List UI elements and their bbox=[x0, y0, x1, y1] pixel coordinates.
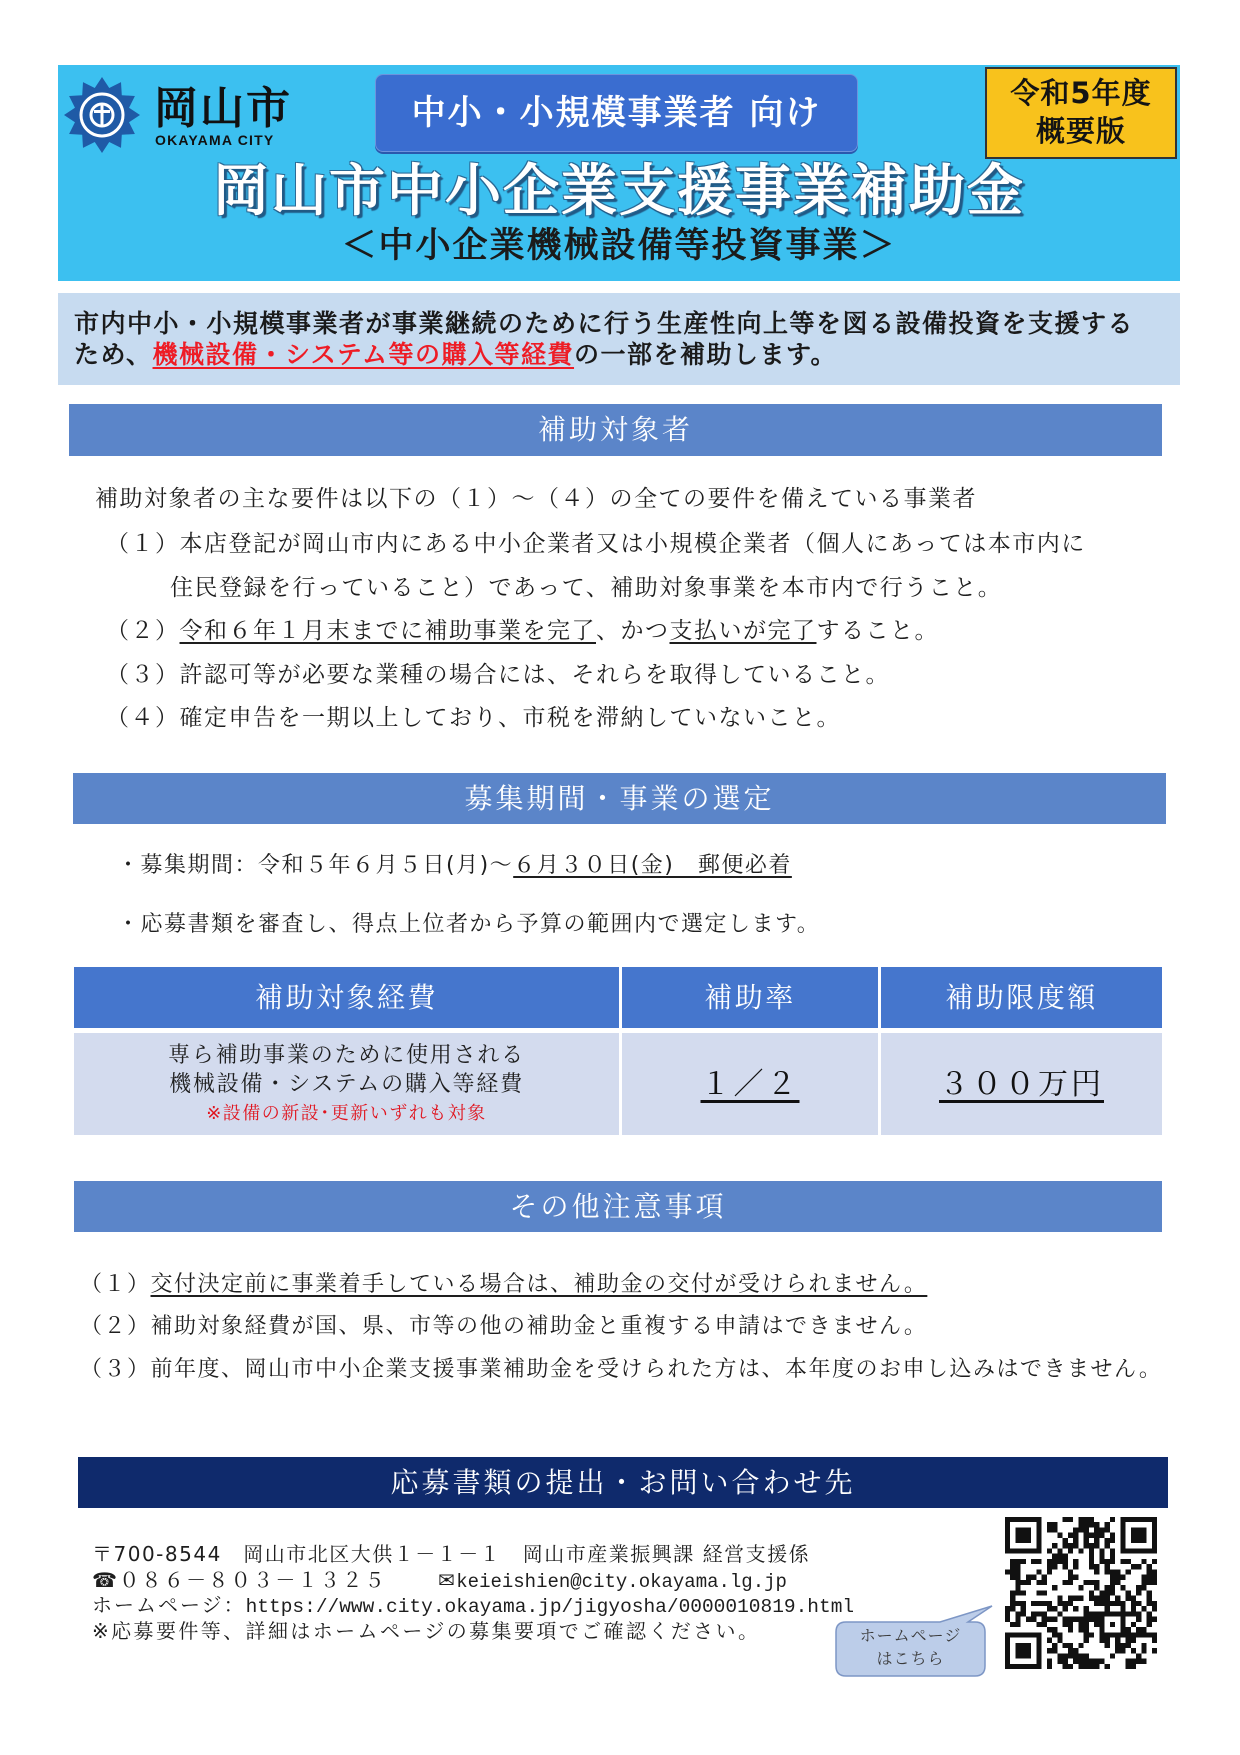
item-underlined-text: 支払いが完了 bbox=[669, 618, 817, 644]
period-start: 令和５年６月５日(月)～ bbox=[258, 853, 514, 878]
edition-year: 令和5年度 bbox=[1010, 76, 1152, 110]
audience-badge: 中小・小規模事業者 向け bbox=[375, 74, 858, 152]
item-text: 本店登記が岡山市内にある中小企業者又は小規模企業者（個人にあっては本市内に bbox=[179, 531, 1086, 557]
eligibility-item bbox=[106, 703, 841, 733]
item-number: （３） bbox=[106, 662, 180, 688]
edition-type: 概要版 bbox=[1035, 114, 1126, 148]
period-label: ・募集期間： bbox=[117, 853, 259, 878]
recruitment-selection: ・応募書類を審査し、得点上位者から予算の範囲内で選定します。 bbox=[117, 912, 821, 937]
contact-phone-line bbox=[92, 1567, 387, 1593]
cost-line: 専ら補助事業のために使用される bbox=[167, 1043, 525, 1068]
subsidy-rate-value: １／２ bbox=[700, 1067, 800, 1102]
item-number: （２） bbox=[106, 618, 180, 644]
intro-line-1: 市内中小・小規模事業者が事業継続のために行う生産性向上等を図る設備投資を支援する bbox=[74, 309, 1135, 338]
page-subtitle: ＜中小企業機械設備等投資事業＞ bbox=[341, 226, 897, 266]
okayama-city-emblem-icon bbox=[63, 76, 141, 154]
item-number: （１） bbox=[106, 531, 180, 557]
edition-badge bbox=[985, 67, 1177, 159]
contact-email-line bbox=[438, 1567, 787, 1595]
intro-highlight: 機械設備・システム等の購入等経費 bbox=[152, 340, 575, 369]
mail-icon bbox=[438, 1568, 456, 1592]
note-item bbox=[80, 1312, 927, 1342]
period-deadline: ６月３０日(金) 郵便必着 bbox=[513, 853, 792, 878]
item-number: （４） bbox=[106, 705, 180, 731]
table-cell-subsidy-rate bbox=[622, 1033, 878, 1135]
intro-text: ため、 bbox=[74, 340, 153, 369]
recruitment-period bbox=[117, 851, 792, 881]
qr-callout-line: はこちら bbox=[876, 1649, 945, 1668]
note-item bbox=[80, 1355, 1162, 1385]
table-cell-eligible-costs bbox=[74, 1033, 619, 1135]
eligibility-item bbox=[106, 616, 939, 646]
item-number: （２） bbox=[80, 1314, 151, 1339]
qr-code bbox=[1005, 1517, 1157, 1669]
homepage-url-link[interactable]: https://www.city.okayama.jp/jigyosha/0000010819.html bbox=[245, 1596, 855, 1618]
eligibility-item bbox=[106, 660, 890, 690]
section-heading-recruitment: 募集期間・事業の選定 bbox=[73, 773, 1166, 824]
logo-name: 岡山市 bbox=[154, 83, 292, 134]
item-underlined-text: 令和６年１月末までに補助事業を完了 bbox=[179, 618, 596, 644]
cost-note: ※設備の新設･更新いずれも対象 bbox=[206, 1103, 487, 1124]
cost-line: 機械設備・システムの購入等経費 bbox=[169, 1072, 524, 1097]
table-header-eligible-costs: 補助対象経費 bbox=[74, 967, 619, 1028]
table-header-subsidy-rate: 補助率 bbox=[622, 967, 878, 1028]
intro-line-2 bbox=[74, 339, 837, 371]
subsidy-limit-value: ３００万円 bbox=[939, 1067, 1104, 1102]
homepage-label: ホームページ： bbox=[92, 1593, 246, 1617]
eligibility-item bbox=[106, 529, 1086, 559]
eligibility-lead: 補助対象者の主な要件は以下の（１）～（４）の全ての要件を備えている事業者 bbox=[95, 486, 977, 512]
table-header-subsidy-limit: 補助限度額 bbox=[881, 967, 1162, 1028]
subsidy-limit-wrap bbox=[881, 1063, 1162, 1107]
contact-email-link[interactable]: keieishien@city.okayama.lg.jp bbox=[456, 1571, 787, 1593]
item-number: （１） bbox=[80, 1272, 151, 1297]
contact-phone: ０８６－８０３－１３２５ bbox=[119, 1568, 387, 1592]
section-heading-notes: その他注意事項 bbox=[74, 1181, 1162, 1232]
phone-icon bbox=[92, 1568, 119, 1592]
item-text: 許認可等が必要な業種の場合には、それらを取得していること。 bbox=[179, 662, 890, 688]
section-heading-contact: 応募書類の提出・お問い合わせ先 bbox=[78, 1457, 1168, 1508]
contact-homepage-line bbox=[92, 1592, 854, 1620]
item-text: 確定申告を一期以上しており、市税を滞納していないこと。 bbox=[179, 705, 841, 731]
section-heading-eligibility: 補助対象者 bbox=[69, 404, 1162, 456]
item-text: すること。 bbox=[816, 618, 939, 644]
contact-note: ※応募要件等、詳細はホームページの募集要項でご確認ください。 bbox=[92, 1619, 761, 1643]
eligibility-item-continued: 住民登録を行っていること）であって、補助対象事業を本市内で行うこと。 bbox=[170, 575, 1003, 601]
table-cell-subsidy-limit bbox=[881, 1033, 1162, 1135]
qr-callout-line: ホームページ bbox=[859, 1626, 962, 1645]
item-underlined-text: 交付決定前に事業着手している場合は、補助金の交付が受けられません。 bbox=[150, 1272, 928, 1297]
page-title: 岡山市中小企業支援事業補助金 bbox=[213, 159, 1025, 224]
note-item bbox=[80, 1270, 927, 1300]
item-text: 前年度、岡山市中小企業支援事業補助金を受けられた方は、本年度のお申し込みはできません。 bbox=[150, 1357, 1163, 1382]
item-number: （３） bbox=[80, 1357, 151, 1382]
contact-address: 〒700-8544 岡山市北区大供１－１－１ 岡山市産業振興課 経営支援係 bbox=[92, 1542, 811, 1566]
logo-name-en: OKAYAMA CITY bbox=[155, 132, 275, 148]
item-text: 補助対象経費が国、県、市等の他の補助金と重複する申請はできません。 bbox=[150, 1314, 928, 1339]
subsidy-rate-wrap bbox=[622, 1063, 878, 1107]
intro-text: の一部を補助します。 bbox=[574, 340, 838, 369]
item-text: 、かつ bbox=[596, 618, 670, 644]
